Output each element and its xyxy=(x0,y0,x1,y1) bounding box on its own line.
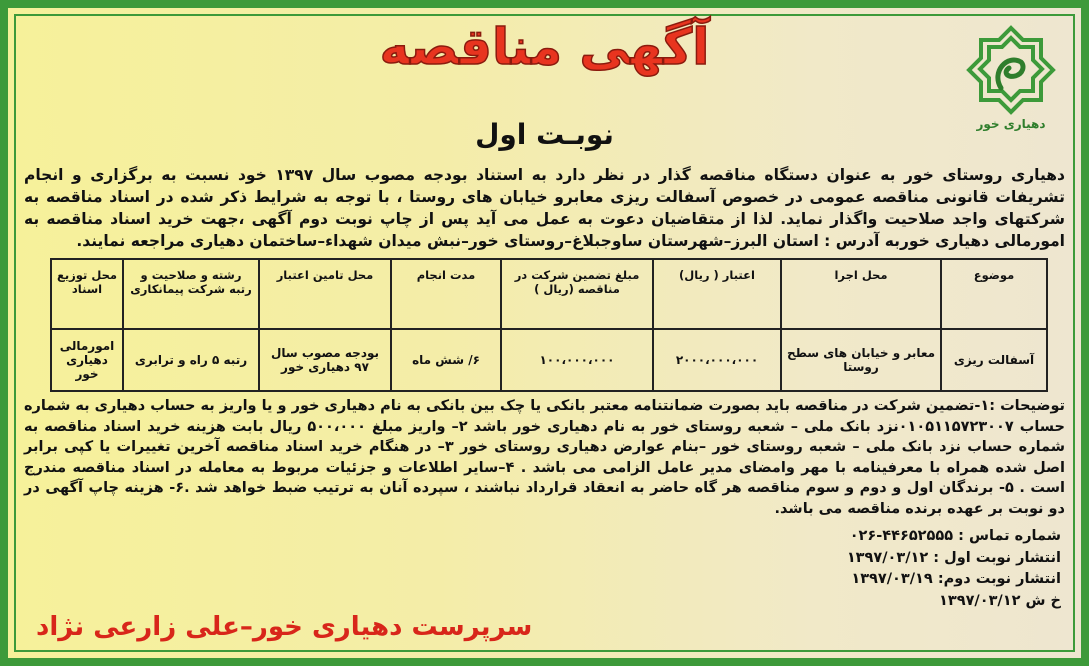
cell-credit: ۲۰۰۰،۰۰۰،۰۰۰ xyxy=(653,329,781,391)
tender-table xyxy=(50,258,1048,392)
intro-paragraph: دهیاری روستای خور به عنوان دستگاه مناقصه گذار در نظر دارد به استناد بودجه مصوب سال ۱۳۹۷ خود نسبت به برگزاری و انجام تشریفات قانونی مناقصه عمومی در خصوص آسفالت ریزی معابرو خیابان های روستا ، با توجه به شرایط ذکر شده در اسناد مناقصه به شرکتهای واجد صلاحیت واگذار نماید. لذا از متقاضیان دعوت به عمل می آید پس از چاپ نوبت دوم آگهی ،جهت خرید اسناد مناقصه به امورمالی دهیاری خوربه آدرس : استان البرز–شهرستان ساوجبلاغ–روستای خور–نبش میدان شهداء–ساختمان دهیاری مراجعه نمایند. xyxy=(24,166,1065,250)
cell-duration: ۶/ شش ماه xyxy=(391,329,501,391)
header-cell: رشته و صلاحیت و رتبه شرکت پیمانکاری xyxy=(123,259,259,329)
notes-paragraph: توضیحات :۱-تضمین شرکت در مناقصه باید بصورت ضمانتنامه معتبر بانکی یا چک بین بانکی به نام دهیاری خور و یا واریز به حساب دهیاری به شماره حساب ۰۱۰۵۱۱۵۷۲۳۰۰۷نزد بانک ملی – شعبه روستای خور به نام دهیاری خور باشد ۲– واریز مبلغ ۵۰۰،۰۰۰ ریال بابت هزینه خرید اسناد مناقصه به شماره حساب نزد بانک ملی – شعبه روستای خور –بنام عوارض دهیاری روستای خور ۳– در هنگام خرید اسناد مناقصه آخرین تغییرات یا کپی برابر اصل شده همراه با معرفینامه با مهر وامضای مدیر عامل الزامی می باشد . ۴–سایر اطلاعات و جزئیات مربوط به معامله در اسناد مناقصه مندرج است . ۵- برندگان اول و دوم و سوم مناقصه هر گاه حاضر به انعقاد قرارداد نباشند ، سپرده آنان به ترتیب ضبط خواهد شد .۶- هزینه چاپ آگهی در دو نوبت بر عهده برنده مناقصه می باشد. xyxy=(24,398,1066,517)
page-title: آگهی مناقصه xyxy=(379,18,710,76)
first-publish-date: انتشار نوبت اول : ۱۳۹۷/۰۳/۱۲ xyxy=(846,549,1061,566)
header-cell: محل تامین اعتبار xyxy=(259,259,391,329)
signature-line: سرپرست دهیاری خور–علی زارعی نژاد xyxy=(36,612,533,642)
second-publish-date: انتشار نوبت دوم: ۱۳۹۷/۰۳/۱۹ xyxy=(851,571,1061,587)
cell-guarantee: ۱۰۰،۰۰۰،۰۰۰ xyxy=(501,329,653,391)
phone-number: شماره تماس : ۴۴۶۵۲۵۵۵-۰۲۶ xyxy=(849,528,1061,544)
cell-subject: آسفالت ریزی xyxy=(941,329,1047,391)
header-cell: مبلغ تضمین شرکت در مناقصه (ریال ) xyxy=(501,259,653,329)
table-row xyxy=(51,329,1047,391)
header-cell: موضوع xyxy=(941,259,1047,329)
header-cell: اعتبار ( ریال) xyxy=(653,259,781,329)
reference-code: خ ش ۱۳۹۷/۰۳/۱۲ xyxy=(939,592,1061,609)
header-cell: محل اجرا xyxy=(781,259,941,329)
cell-contractor-rank: رتبه ۵ راه و ترابری xyxy=(123,329,259,391)
cell-funding-source: بودجه مصوب سال ۹۷ دهیاری خور xyxy=(259,329,391,391)
contact-block xyxy=(847,526,1061,612)
table-header-row xyxy=(51,259,1047,329)
cell-document-distribution: امورمالی دهیاری خور xyxy=(51,329,123,391)
cell-location: معابر و خیابان های سطح روستا xyxy=(781,329,941,391)
header-cell: مدت انجام xyxy=(391,259,501,329)
logo-caption: دهیاری خور xyxy=(976,117,1046,131)
header-cell: محل توزیع اسناد xyxy=(51,259,123,329)
round-label: نوبـت اول xyxy=(475,118,614,151)
